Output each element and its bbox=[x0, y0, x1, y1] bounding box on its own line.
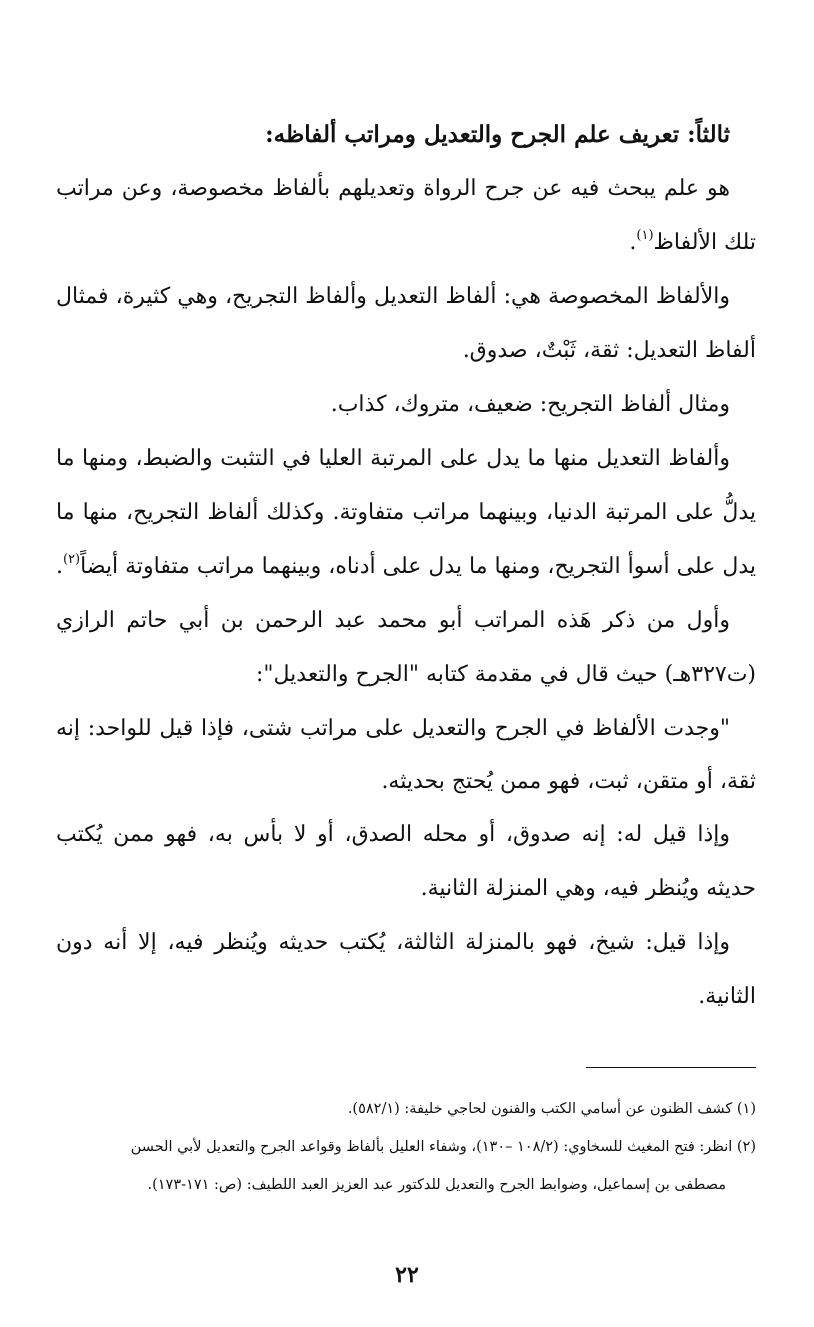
footnote-2 bbox=[56, 1128, 756, 1204]
paragraph-text: والألفاظ المخصوصة هي: ألفاظ التعديل وألفاظ التجريح، وهي كثيرة، فمثال ألفاظ التعديل: ثقة، ثَبْتٌ، صدوق. bbox=[56, 284, 756, 363]
page-number: ٢٢ bbox=[395, 1262, 419, 1288]
paragraph-text: وألفاظ التعديل منها ما يدل على المرتبة العليا في التثبت والضبط، ومنها ما يدلُّ على المرتبة الدنيا، وبينهما مراتب متفاوتة. وكذلك ألفاظ التجريح، منها ما يدل على أسوأ التجريح، ومنها ما يدل على أدناه، وبينهما مراتب متفاوتة أيضاً bbox=[56, 446, 756, 579]
paragraph-tail: . bbox=[55, 554, 63, 579]
footnote-1 bbox=[56, 1090, 756, 1128]
paragraph-criticism-examples bbox=[56, 378, 756, 432]
main-text bbox=[56, 108, 756, 1024]
paragraph-text: وإذا قيل له: إنه صدوق، أو محله الصدق، أو لا بأس به، فهو ممن يُكتب حديثه ويُنظر فيه، وهي المنزلة الثانية. bbox=[56, 822, 756, 901]
footnote-ref-1: (١) bbox=[636, 228, 654, 243]
paragraph-text: ومثال ألفاظ التجريح: ضعيف، متروك، كذاب. bbox=[330, 392, 730, 417]
paragraph-text: وإذا قيل: شيخ، فهو بالمنزلة الثالثة، يُكتب حديثه ويُنظر فيه، إلا أنه دون الثانية. bbox=[56, 930, 756, 1009]
paragraph-text: هو علم يبحث فيه عن جرح الرواة وتعديلهم بألفاظ مخصوصة، وعن مراتب تلك الألفاظ bbox=[56, 176, 756, 255]
footnote-ref-2: (٢) bbox=[62, 552, 81, 567]
paragraph-tail: . bbox=[629, 230, 637, 255]
paragraph-first-author bbox=[56, 594, 756, 702]
section-heading: ثالثاً: تعريف علم الجرح والتعديل ومراتب ألفاظه: bbox=[265, 121, 730, 148]
paragraph-text: "وجدت الألفاظ في الجرح والتعديل على مراتب شتى، فإذا قيل للواحد: إنه ثقة، أو متقن، ثبت، فهو ممن يُحتج بحديثه. bbox=[56, 716, 756, 794]
footnote-line: (١) كشف الظنون عن أسامي الكتب والفنون لحاجي خليفة: (٥٨٢/١). bbox=[347, 1101, 756, 1117]
paragraph-specific-terms bbox=[56, 270, 756, 378]
footnotes bbox=[56, 1090, 756, 1204]
paragraph-third-rank bbox=[56, 916, 756, 1024]
paragraph-second-rank bbox=[56, 808, 756, 916]
footnote-line: (٢) انظر: فتح المغيث للسخاوي: (١٠٨/٢ –١٣٠)، وشفاء العليل بألفاظ وقواعد الجرح والتعديل لأبي الحسن bbox=[130, 1139, 756, 1155]
paragraph-definition bbox=[56, 162, 756, 270]
paragraph-quote-start bbox=[56, 702, 756, 808]
footnote-line-continuation: مصطفى بن إسماعيل، وضوابط الجرح والتعديل للدكتور عبد العزيز العبد اللطيف: (ص: ١٧١-١٧٣). bbox=[147, 1177, 726, 1193]
paragraph-ranks bbox=[56, 432, 756, 594]
footnote-separator bbox=[586, 1067, 756, 1068]
paragraph-text: وأول من ذكر هَذه المراتب أبو محمد عبد الرحمن بن أبي حاتم الرازي (ت٣٢٧هـ) حيث قال في مقدمة كتابه "الجرح والتعديل": bbox=[56, 608, 756, 687]
